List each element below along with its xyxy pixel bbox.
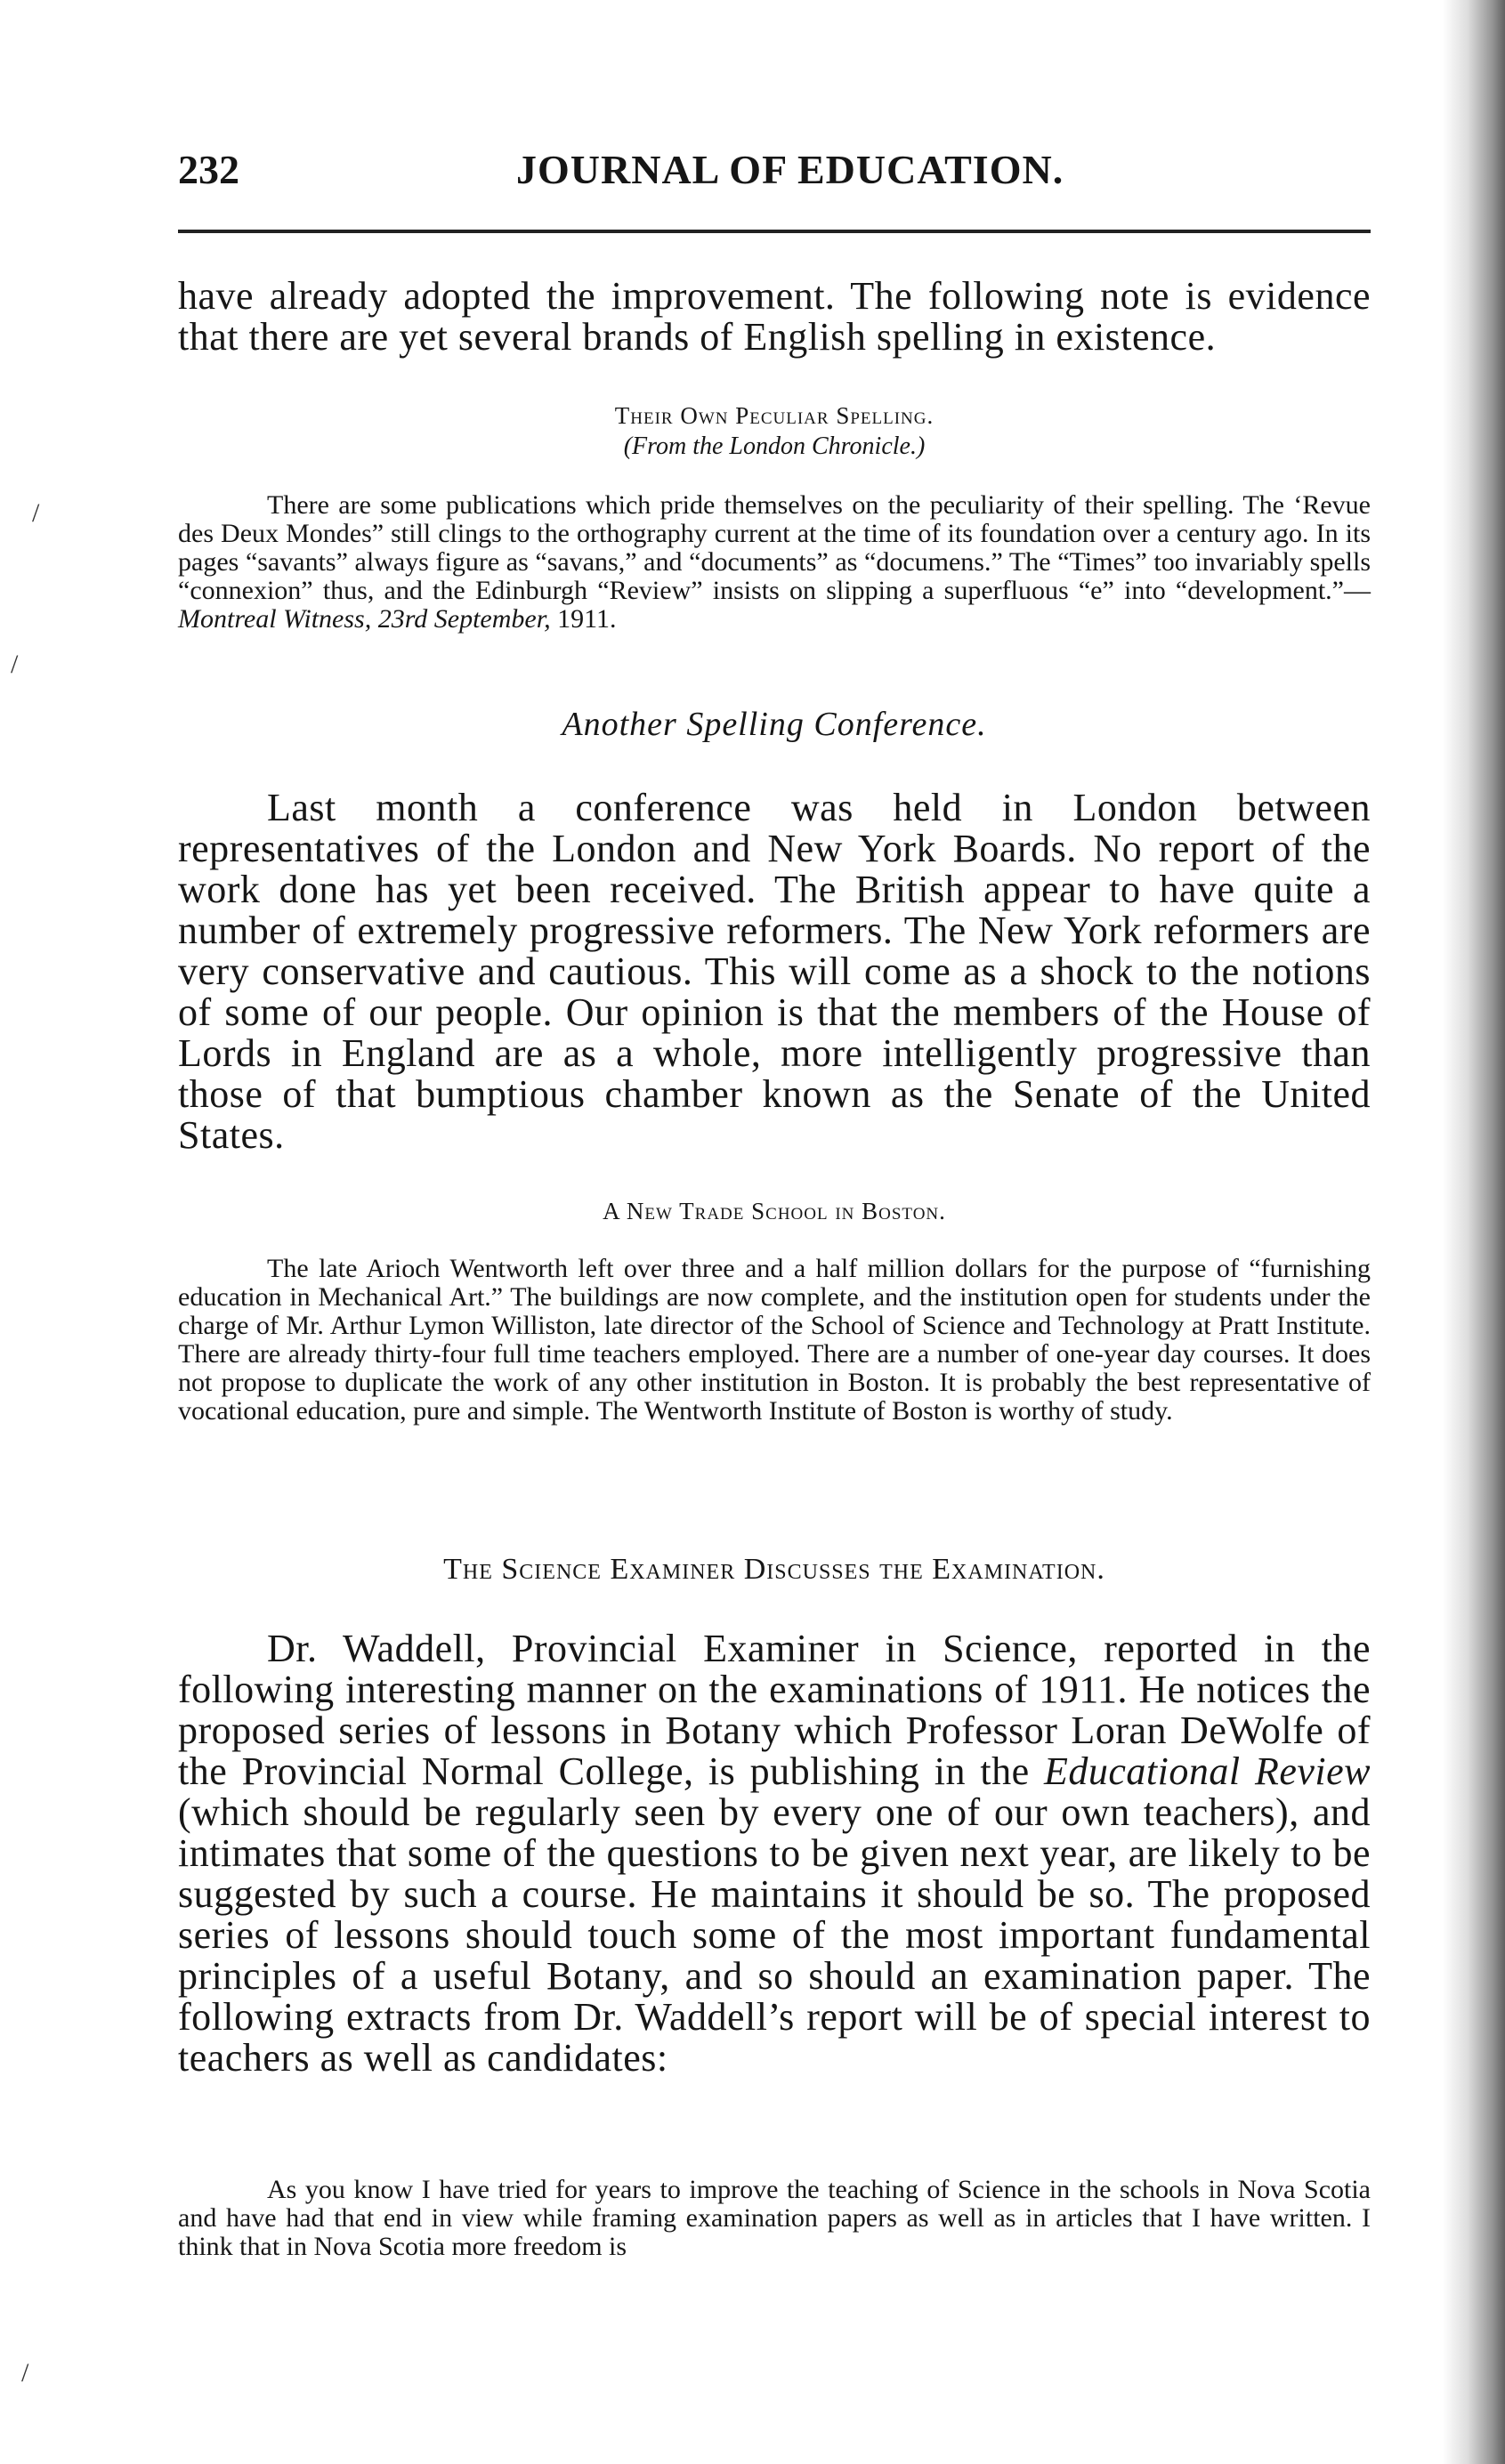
educational-review-title: Educational Review: [1044, 1749, 1371, 1793]
trade-school-paragraph: [178, 1255, 1371, 1426]
science-examiner-text-after: (which should be regularly seen by every one of our own teachers), and intimates that some of the questions to be given next year, are likely to be suggested by such a course. He maintains it should be so. The proposed series of lessons should touch some of the most important fundamental principles of a useful Botany, and so should an examination paper. The following extracts from Dr. Waddell’s report will be of special interest to teachers as well as candidates:: [178, 1790, 1371, 2080]
peculiar-spelling-quote-text: There are some publications which pride themselves on the peculiarity of their spelling. The ‘Revue des Deux Mondes” still clings to the orthography current at the time of its foundation over a century ago. In its pages “savants” always figure as “savans,” and “documents” as “documens.” The “Times” too invariably spells “connexion” thus, and the Edinburgh “Review” insists on slipping a superfluous “e” into “development.”—: [178, 490, 1371, 605]
margin-mark: /: [32, 498, 40, 528]
peculiar-spelling-source: (From the London Chronicle.): [623, 432, 926, 460]
margin-mark: /: [21, 2358, 29, 2387]
science-examiner-text-before: Dr. Waddell, Provincial Examiner in Science, reported in the following interesting manner on the examinations of 1911. He notices the proposed series of lessons in Botany which Professor Loran DeWolfe of the Provincial Normal College, is publishing in the: [178, 1627, 1371, 1793]
page-edge-shadow: [1443, 0, 1505, 2464]
quote-attribution: Montreal Witness, 23rd September,: [178, 604, 551, 634]
spelling-conference-text: Last month a conference was held in London between representatives of the London and New York Boards. No report of the work done has yet been received. The British appear to have quite a number of extremely progressive reformers. The New York reformers are very conservative and cautious. This will come as a shock to the notions of some of our people. Our opinion is that the members of the House of Lords in England are as a whole, more intelligently progressive than those of that bumptious chamber known as the Senate of the United States.: [178, 786, 1371, 1157]
page-number: 232: [178, 147, 239, 192]
header-rule: [178, 230, 1371, 233]
spelling-conference-heading: Another Spelling Conference.: [562, 706, 987, 743]
trade-school-heading: A New Trade School in Boston.: [603, 1198, 946, 1224]
quote-year: 1911.: [550, 604, 617, 634]
science-examiner-quote-text: As you know I have tried for years to improve the teaching of Science in the schools in Nova Scotia and have had that end in view while framing examination papers as well as in articles that I have written. I think that in Nova Scotia more freedom is: [178, 2175, 1371, 2261]
page-header: [178, 142, 1353, 214]
trade-school-text: The late Arioch Wentworth left over three and a half million dollars for the purpose of “furnishing education in Mechanical Art.” The buildings are now complete, and the institution open for students under the charge of Mr. Arthur Lymon Williston, late director of the School of Science and Technology at Pratt Institute. There are already thirty-four full time teachers employed. There are a number of one-year day courses. It does not propose to duplicate the work of any other institution in Boston. It is probably the best representative of vocational education, pure and simple. The Wentworth Institute of Boston is worthy of study.: [178, 1254, 1371, 1426]
science-examiner-quote: [178, 2176, 1371, 2261]
running-head: JOURNAL OF EDUCATION.: [516, 147, 1064, 192]
science-examiner-heading: The Science Examiner Discusses the Examination.: [443, 1553, 1105, 1586]
intro-paragraph: [178, 276, 1371, 358]
science-examiner-paragraph: [178, 1628, 1371, 2079]
peculiar-spelling-quote: [178, 491, 1371, 634]
spelling-conference-paragraph: [178, 788, 1371, 1156]
margin-mark: /: [11, 650, 19, 679]
intro-text: have already adopted the improvement. The following note is evidence that there are yet several brands of English spelling in existence.: [178, 274, 1371, 359]
peculiar-spelling-heading: Their Own Peculiar Spelling.: [614, 402, 935, 429]
